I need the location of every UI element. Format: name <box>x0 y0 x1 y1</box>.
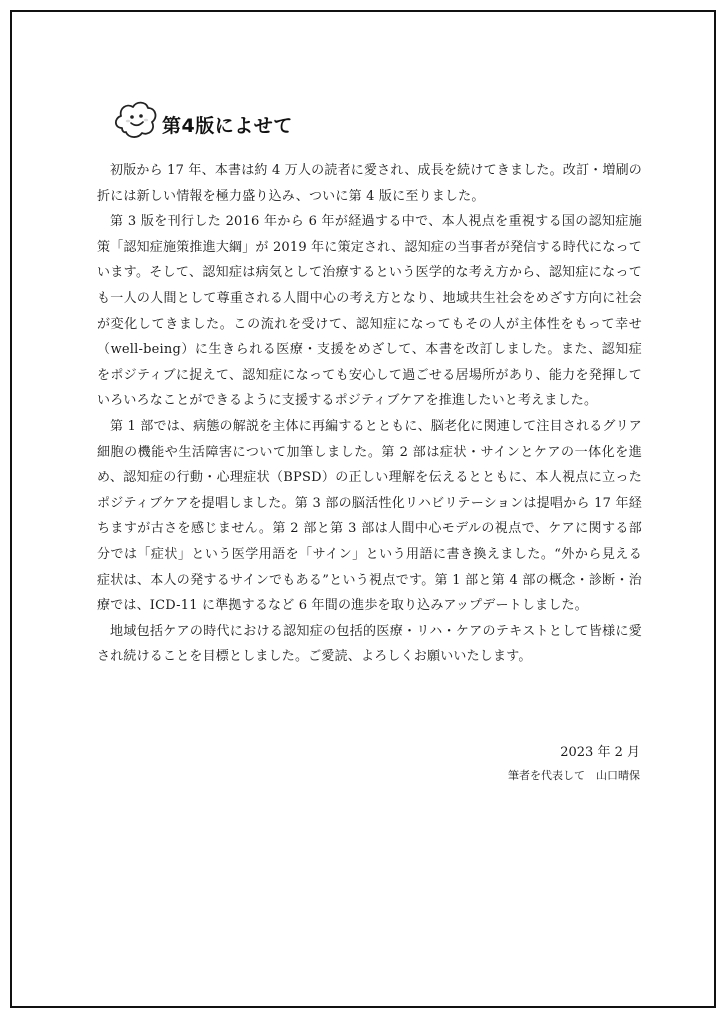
page-title: 第4版によせて <box>162 114 293 137</box>
section-heading <box>112 98 293 142</box>
paragraph-4: 地域包括ケアの時代における認知症の包括的医療・リハ・ケアのテキストとして皆様に愛され続けることを目標としました。ご愛読、よろしくお願いいたします。 <box>97 623 642 665</box>
mascot-face-icon <box>112 98 160 142</box>
paragraph-1: 初版から 17 年、本書は約 4 万人の読者に愛され、成長を続けてきました。改訂・増刷の折には新しい情報を極力盛り込み、ついに第 4 版に至りました。 <box>97 163 642 204</box>
body-text <box>97 158 642 670</box>
paragraph-2: 第 3 版を刊行した 2016 年から 6 年が経過する中で、本人視点を重視する国の認知症施策「認知症施策推進大綱」が 2019 年に策定され、認知症の当事者が発信する時代になっています。そして、認知症は病気として治療するという医学的な考え方から、認知症になっても一人の人間として尊重される人間中心の考え方となり、地域共生社会をめざす方向に社会が変化してきました。この流れを受けて、認知症になってもその人が主体性をもって幸せ（well-being）に生きられる医療・支援をめざして、本書を改訂しました。また、認知症をポジティブに捉えて、認知症になっても安心して過ごせる居場所があり、能力を発揮していろいろなことができるように支援するポジティブケアを推進したいと考えました。 <box>97 214 642 409</box>
signature-date: 2023 年 2 月 <box>560 745 640 760</box>
signature-author: 筆者を代表して 山口晴保 <box>508 769 640 782</box>
paragraph-3: 第 1 部では、病態の解説を主体に再編するとともに、脳老化に関連して注目されるグリア細胞の機能や生活障害について加筆しました。第 2 部は症状・サインとケアの一体化を進め、認知症の行動・心理症状（BPSD）の正しい理解を伝えるとともに、本人視点に立ったポジティブケアを提唱しました。第 3 部の脳活性化リハビリテーションは提唱から 17 年経ちますが古さを感じません。第 2 部と第 3 部は人間中心モデルの視点で、ケアに関する部分では「症状」という医学用語を「サイン」という用語に書き換えました。“外から見える症状は、本人の発するサインでもある”という視点です。第 1 部と第 4 部の概念・診断・治療では、ICD-11 に準拠するなど 6 年間の進歩を取り込みアップデートしました。 <box>97 418 642 614</box>
